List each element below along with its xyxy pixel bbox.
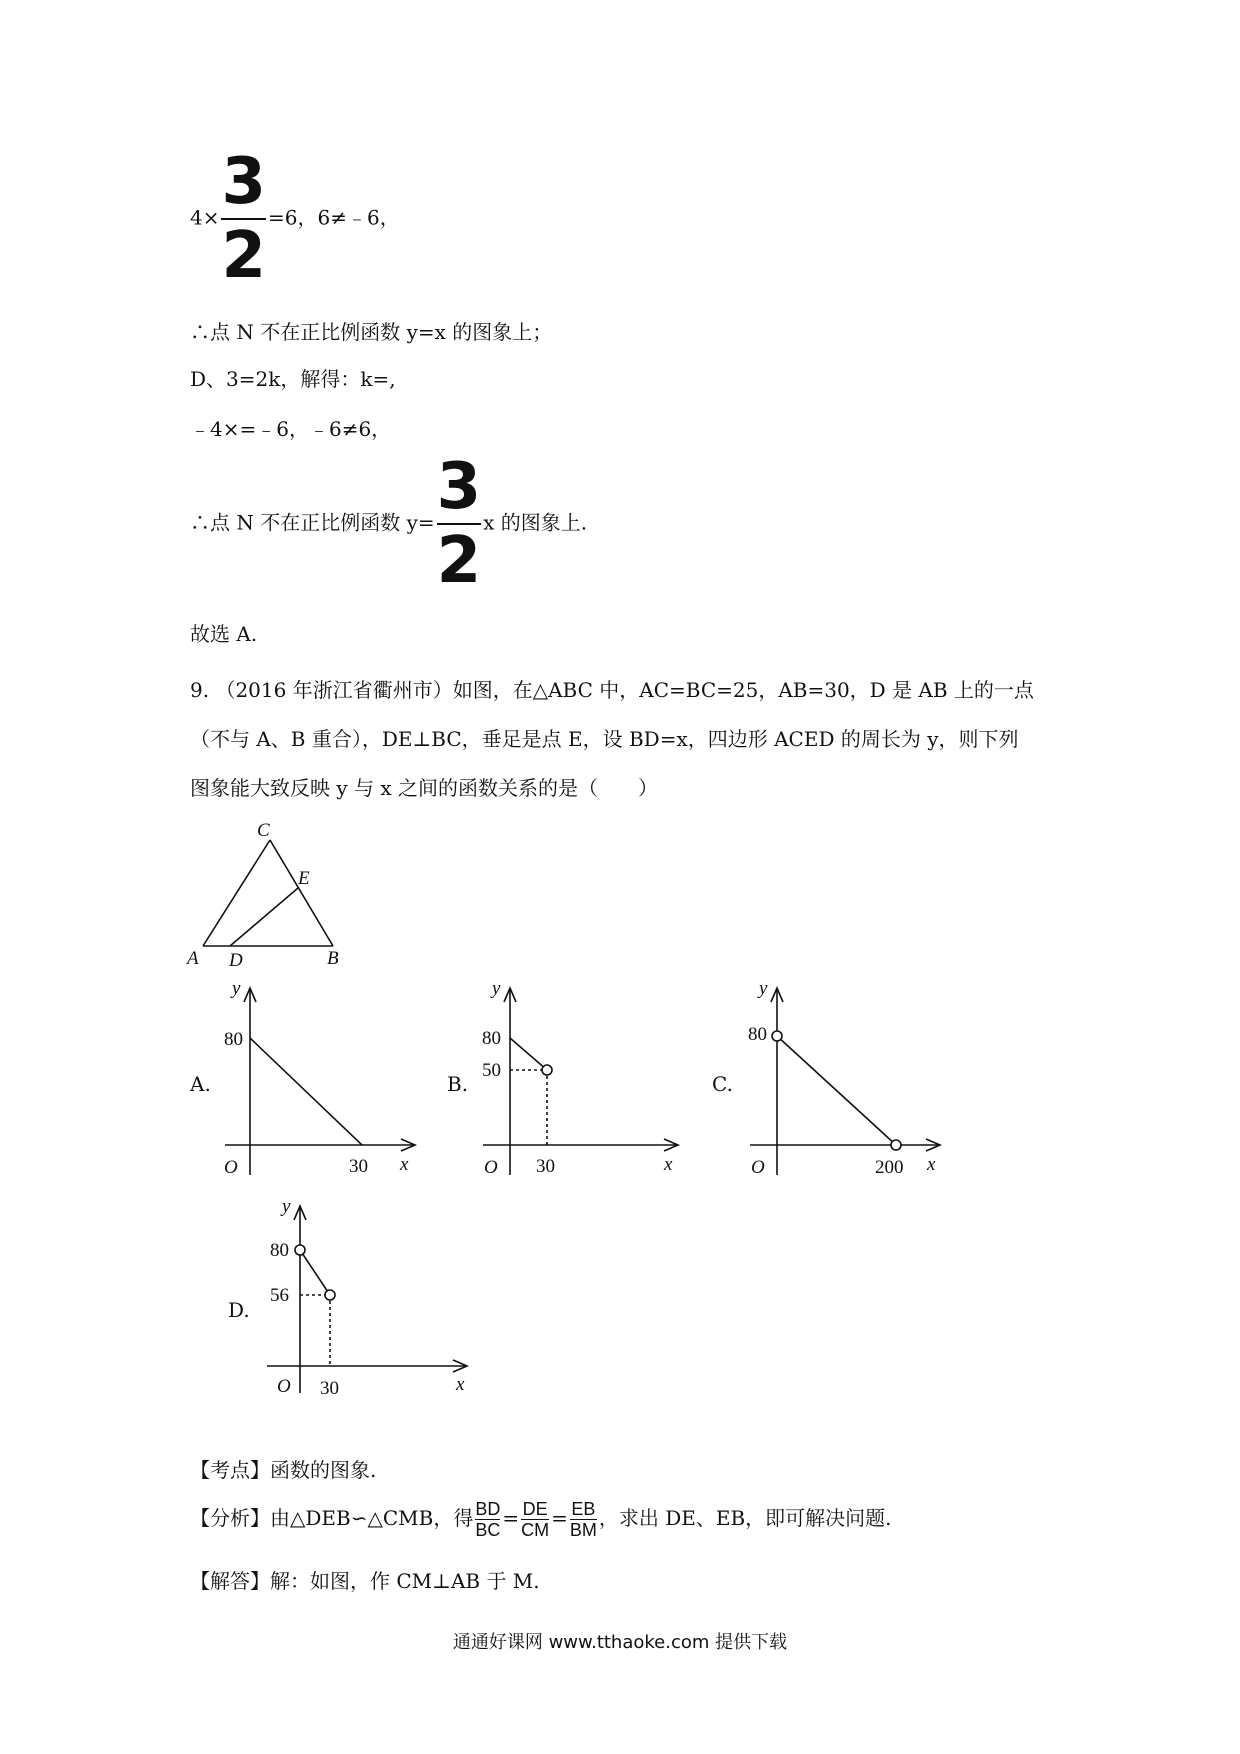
- calc-suffix: =6，6≠﹣6，: [268, 205, 400, 230]
- vertex-a-label: A: [187, 948, 199, 968]
- option-a-graph: [220, 980, 435, 1180]
- vertex-c-label: C: [257, 820, 270, 841]
- conclusion-line-2: ∴点 N 不在正比例函数 y= $\frac{3}{2}$ x 的图象上.: [190, 450, 588, 598]
- kaodian-line: 【考点】函数的图象.: [190, 1458, 377, 1482]
- option-c-label: C.: [712, 1072, 733, 1096]
- point-d-label: D: [229, 950, 243, 968]
- calc-line-2: ﹣4×=﹣6，﹣6≠6，: [190, 417, 392, 441]
- y-tick-80: 80: [748, 1024, 767, 1045]
- option-c-graph: [745, 980, 960, 1180]
- x-axis-label: x: [927, 1154, 936, 1175]
- origin-label: O: [277, 1376, 291, 1397]
- calc-line-1: [190, 145, 400, 293]
- x-axis-label: x: [400, 1154, 409, 1175]
- origin-label: O: [751, 1157, 765, 1178]
- y-axis-label: y: [759, 980, 768, 999]
- y-tick-80: 80: [482, 1028, 501, 1049]
- answer-choice: 故选 A.: [190, 622, 258, 646]
- triangle-figure: [185, 818, 360, 968]
- option-d-label: D.: [228, 1298, 250, 1322]
- fraction-3-2: $\frac{3}{2}$: [221, 145, 267, 293]
- option-d-graph: [262, 1198, 477, 1398]
- question-line-3: 图象能大致反映 y 与 x 之间的函数关系的是（ ）: [190, 776, 659, 800]
- option-d-line: D、3=2k，解得：k=,: [190, 367, 396, 391]
- x-tick-200: 200: [875, 1157, 904, 1178]
- x-tick-30: 30: [349, 1156, 368, 1177]
- y-tick-80: 80: [270, 1240, 289, 1261]
- x-tick-30: 30: [536, 1156, 555, 1177]
- question-line-2: （不与 A、B 重合），DE⊥BC，垂足是点 E，设 BD=x，四边形 ACED 的周长为 y，则下列: [190, 727, 1019, 751]
- vertex-b-label: B: [327, 948, 339, 968]
- point-e-label: E: [298, 868, 310, 889]
- calc-prefix: 4×: [190, 205, 220, 230]
- option-b-label: B.: [447, 1072, 469, 1096]
- jieda-line: 【解答】解：如图，作 CM⊥AB 于 M.: [190, 1569, 540, 1593]
- origin-label: O: [484, 1157, 498, 1178]
- ratio-bd-bc: $\frac{BD}{BC}$: [475, 1499, 501, 1540]
- origin-label: O: [224, 1157, 238, 1178]
- y-axis-label: y: [282, 1198, 291, 1217]
- page-footer: 通通好课网 www.tthaoke.com 提供下载: [452, 1632, 788, 1653]
- x-axis-label: x: [664, 1154, 673, 1175]
- fenxi-line: 【分析】由△DEB∽△CMB，得 $\frac{BD}{BC}$ = $\frac{DE}{CM}$ = $\frac{EB}{BM}$ ，求出 DE、EB，即可解决问题.: [190, 1499, 892, 1540]
- question-line-1: 9. （2016 年浙江省衢州市）如图，在△ABC 中，AC=BC=25，AB=30，D 是 AB 上的一点: [190, 678, 1034, 702]
- y-tick-80: 80: [224, 1029, 243, 1050]
- ratio-de-cm: $\frac{DE}{CM}$: [521, 1499, 550, 1540]
- y-tick-50: 50: [482, 1060, 501, 1081]
- fraction-3-2-b: $\frac{3}{2}$: [436, 450, 482, 598]
- option-b-graph: [478, 980, 693, 1180]
- option-a-label: A.: [190, 1072, 211, 1096]
- y-axis-label: y: [232, 980, 241, 999]
- y-tick-56: 56: [270, 1285, 289, 1306]
- ratio-eb-bm: $\frac{EB}{BM}$: [569, 1499, 597, 1540]
- conclusion-line-1: ∴点 N 不在正比例函数 y=x 的图象上；: [190, 320, 553, 344]
- y-axis-label: y: [492, 980, 501, 999]
- x-axis-label: x: [456, 1374, 465, 1395]
- x-tick-30: 30: [320, 1378, 339, 1398]
